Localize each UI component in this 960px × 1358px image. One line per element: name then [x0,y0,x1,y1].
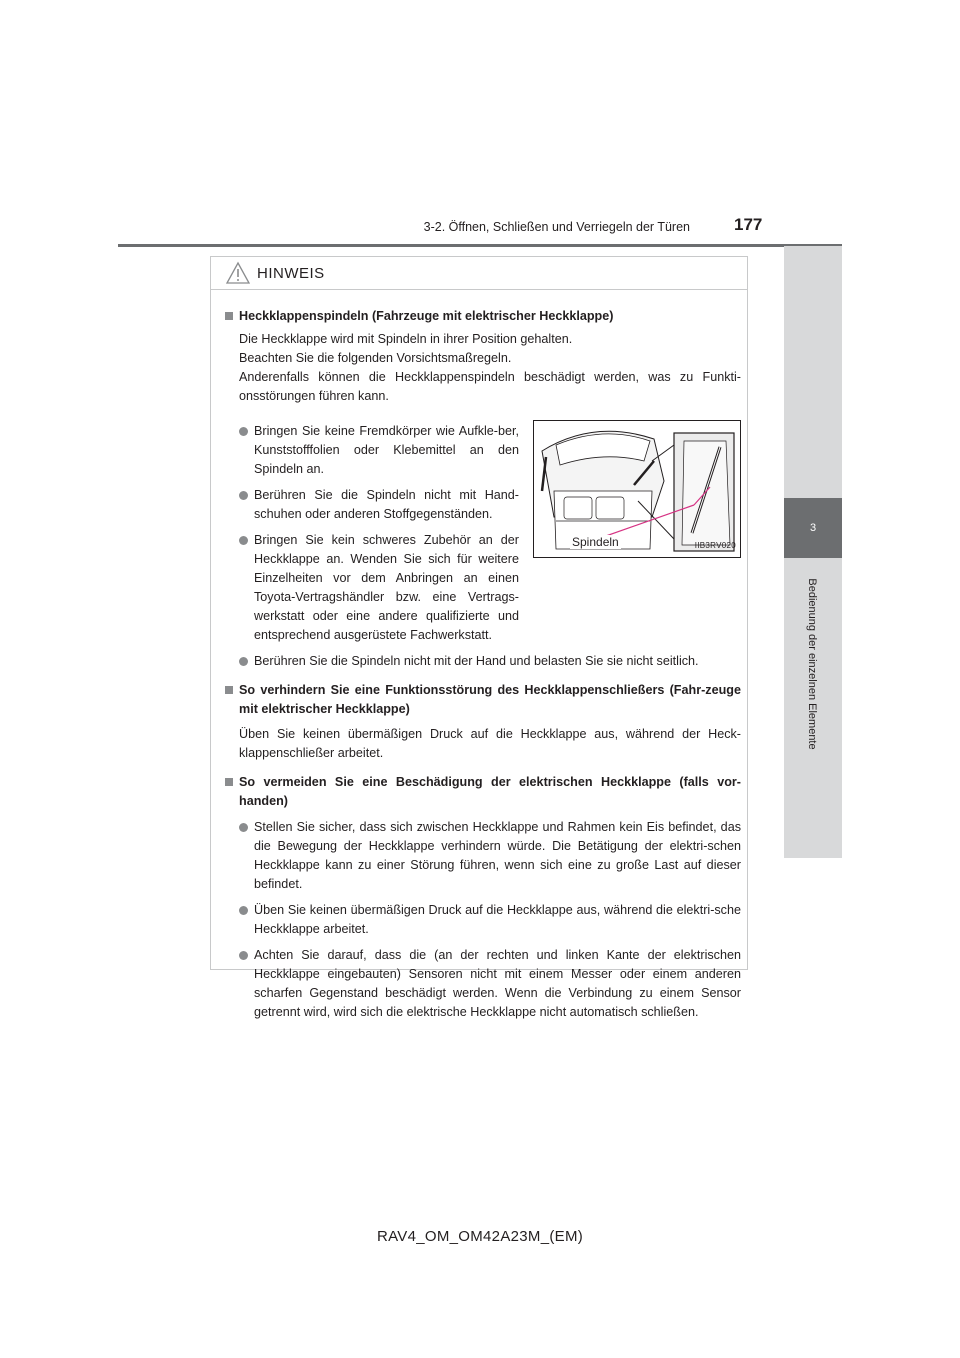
bullets-with-figure [225,410,741,645]
header-rule [118,244,842,247]
paragraph: Die Heckklappe wird mit Spindeln in ihrer Position gehalten. [239,332,573,346]
bullet-dot-icon [239,951,248,960]
section-heading: Heckklappenspindeln (Fahrzeuge mit elektrischer Heckklappe) [225,307,741,326]
bullet-dot-icon [239,906,248,915]
bullet-dot-icon [239,823,248,832]
list-item: Bringen Sie keine Fremdkörper wie Aufkle-ber, Kunststofffolien oder Klebemittel an den Spindeln an. [239,422,519,479]
notice-box [210,256,748,1019]
paragraph: Anderenfalls können die Heckklappenspindeln beschädigt werden, was zu Funkti-onsstörungen führen kann. [239,370,741,403]
paragraph: Beachten Sie die folgenden Vorsichtsmaßregeln. [239,351,512,365]
page-number: 177 [734,215,763,234]
list-item: Berühren Sie die Spindeln nicht mit Hand-schuhen oder anderen Stoffgegenständen. [239,486,519,524]
list-item: Üben Sie keinen übermäßigen Druck auf die Heckklappe aus, während die elektri-sche Heckklappe arbeitet. [239,901,741,939]
square-bullet-icon [225,686,233,694]
list-item: Stellen Sie sicher, dass sich zwischen Heckklappe und Rahmen kein Eis befindet, das die Bewegung der Heckklappe verhindern würde. Die Betätigung der elektri-schen Heckklappe kann zu einer Störung führen, wenn sich eine zu große Last auf dieser befindet. [239,818,741,894]
notice-header [211,257,747,290]
section-heading: So verhindern Sie eine Funktionsstörung des Heckklappenschließers (Fahr-zeuge mit elektrischer Heckklappe) [225,681,741,719]
bullet-dot-icon [239,427,248,436]
bullet-dot-icon [239,657,248,666]
figure-label: Spindeln [572,535,619,549]
notice-content [225,301,741,1022]
bullet-dot-icon [239,536,248,545]
chapter-side-label: Bedienung der einzelnen Elemente [806,578,818,750]
list-item: Bringen Sie kein schweres Zubehör an der Heckklappe an. Wenden Sie sich für weitere Einzelheiten vor dem Anbringen an einen Toyota-Vertragshändler bzw. eine Vertrags-werkstatt oder eine andere qualifizierte und entsprechend ausgerüstete Fachwerkstatt. [239,531,519,645]
paragraph: Üben Sie keinen übermäßigen Druck auf die Heckklappe aus, während der Heck-klappenschließer arbeitet. [239,727,741,760]
chapter-tab[interactable] [784,498,842,558]
figure-code: IIB3RV020 [694,541,736,550]
chapter-title: 3-2. Öffnen, Schließen und Verriegeln der Türen [423,220,690,234]
list-item: Berühren Sie die Spindeln nicht mit der Hand und belasten Sie sie nicht seitlich. [239,652,741,671]
square-bullet-icon [225,312,233,320]
notice-title: HINWEIS [257,264,325,282]
list-item: Achten Sie darauf, dass die (an der rechten und linken Kante der elektrischen Heckklappe eingebauten) Sensoren nicht mit einem Messer oder einem anderen scharfen Gegenstand beschädigt werden. Wenn die Verbindung zu einem Sensor getrennt wird, wird sich die elektrische Heckklappe nicht automatisch schließen. [239,946,741,1022]
square-bullet-icon [225,778,233,786]
warning-triangle-icon [225,261,251,285]
side-band-top [784,246,842,498]
chapter-tab-number: 3 [809,522,817,534]
bullet-column [225,410,519,645]
document-code: RAV4_OM_OM42A23M_(EM) [376,1228,584,1245]
bullet-dot-icon [239,491,248,500]
tailgate-strut-figure [533,420,741,558]
section-heading: So vermeiden Sie eine Beschädigung der elektrischen Heckklappe (falls vor-handen) [225,773,741,811]
